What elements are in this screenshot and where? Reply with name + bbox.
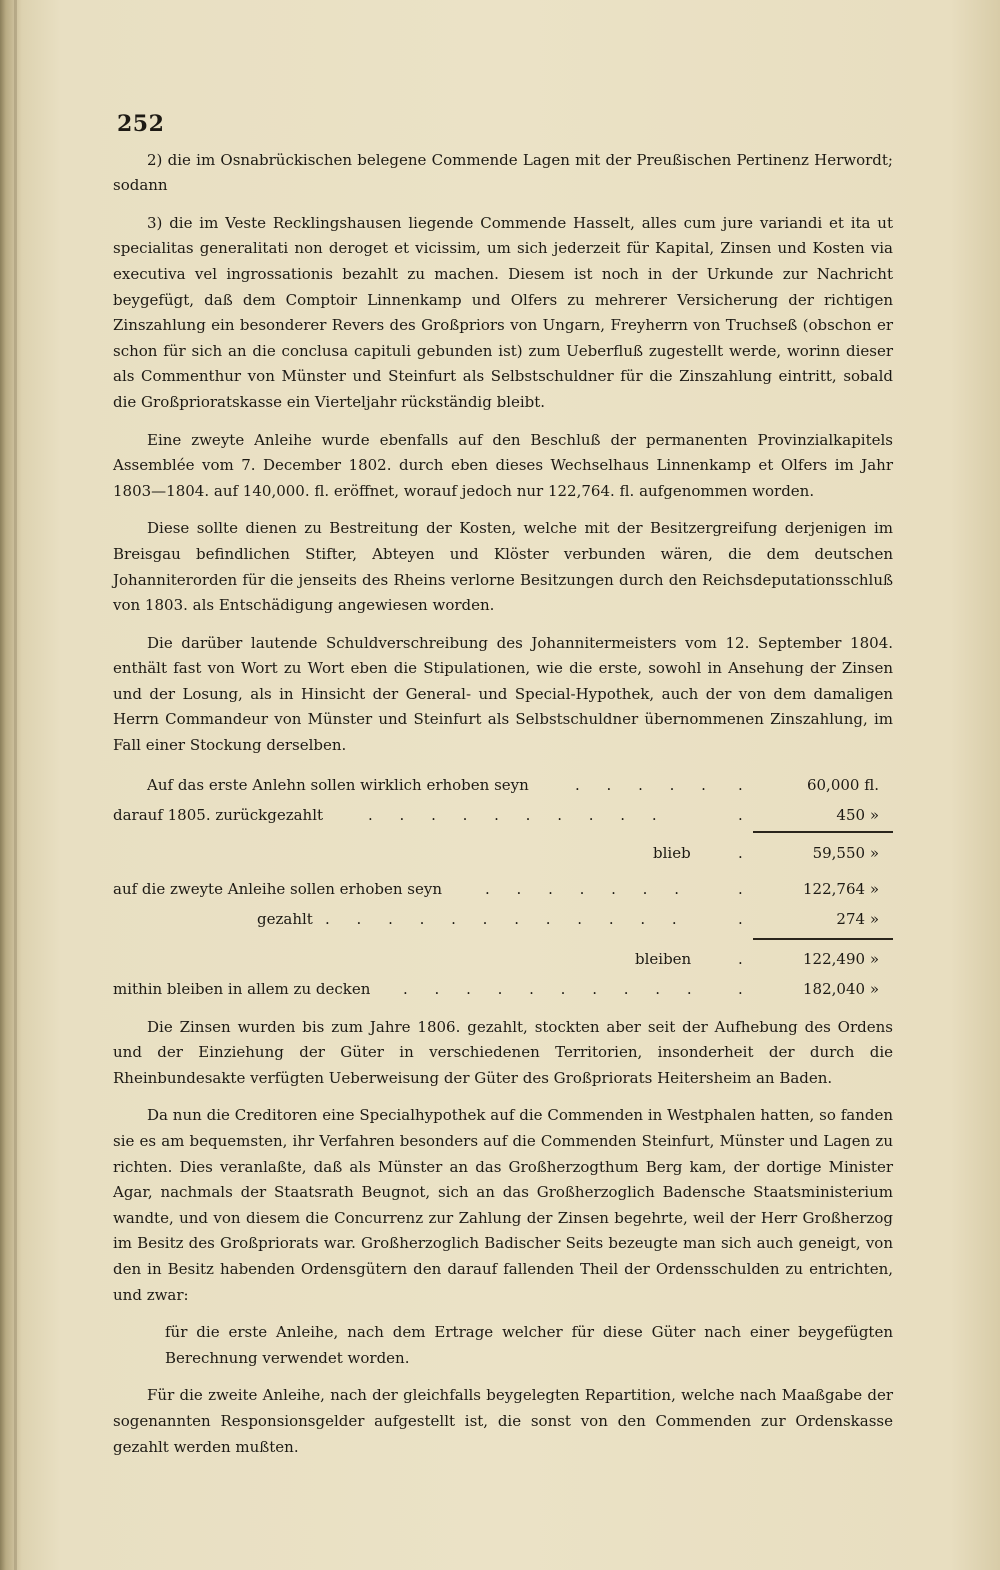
calc-value: 450 » [836, 805, 879, 824]
calc-row [113, 945, 893, 975]
calc-row [113, 801, 893, 831]
paragraph-interest: Die Zinsen wurden bis zum Jahre 1806. gezahlt, stockten aber seit der Aufhebung des Ordens und der Einziehung der Güter in verschiedenen Territorien, insonderheit der durch die Rheinbundesakte verfügten Ueberweisung der Güter des Großpriorats Heitersheim an Baden. [113, 1017, 893, 1087]
calc-value: 59,550 » [812, 843, 879, 862]
calc-separator: . [738, 805, 743, 824]
paragraph-bond: Die darüber lautende Schuldverschreibung des Johannitermeisters vom 12. September 1804. enthält fast von Wort zu Wort eben die Stipulationen, wie die erste, sowohl in Ansehung der Zinsen und der Losung, als in Hinsicht der General- und Special-Hypothek, auch der von dem damaligen Herrn Commandeur von Münster und Steinfurt als Selbstschuldner übernommenen Zinszahlung, im Fall einer Stockung derselben. [113, 633, 893, 755]
calc-value: 122,490 » [803, 949, 879, 968]
calc-value: 182,040 » [803, 979, 879, 998]
calc-value: 274 » [836, 909, 879, 928]
calc-row [113, 771, 893, 801]
page-text [113, 112, 893, 1472]
calc-label: gezahlt [257, 909, 313, 928]
calc-separator: . [738, 949, 743, 968]
calc-value: 60,000 fl. [806, 775, 879, 794]
paragraph-creditors: Da nun die Creditoren eine Specialhypothek auf die Commenden in Westphalen hatten, so fanden sie es am bequemsten, ihr Verfahren besonders auf die Commenden Steinfurt, Münster und Lagen zu richten. Dies veranlaßte, daß als Münster an das Großherzogthum Berg kam, der dortige Minister Agar, nachmals der Staatsrath Beugnot, sich an das Großherzoglich Badensche Staatsministerium wandte, und von diesem die Concurrenz zur Zahlung der Zinsen begehrte, weil der Herr Großherzog im Besitz des Großpriorats war. Großherzoglich Badischer Seits bezeugte man sich auch geneigt, von den in Besitz habenden Ordensgütern den darauf fallenden Theil der Ordensschulden zu entrichten, und zwar: [113, 1106, 893, 1304]
calc-row [113, 839, 893, 869]
calc-dots: . . . . . . . . . . [403, 979, 703, 998]
paragraph-final: Für die zweite Anleihe, nach der gleichfalls beygelegten Repartition, welche nach Maaßgabe der sogenannten Responsionsgelder aufgestellt ist, die sonst von den Commenden zur Ordenskasse gezahlt werden mußten. [113, 1386, 893, 1456]
sum-rule [753, 938, 893, 940]
paragraph-item-2: 2) die im Osnabrückischen belegene Commende Lagen mit der Preußischen Pertinenz Herwordt; sodann [113, 150, 893, 195]
paragraph-item-3: 3) die im Veste Recklingshausen liegende Commende Hasselt, alles cum jure variandi et ita ut specialitas generalitati non deroget et vicissim, um sich jederzeit für Kapital, Zinsen und Kosten via executiva vel ingrossationis bezahlt zu machen. Diesem ist noch in der Urkunde zur Nachricht beygefügt, daß dem Comptoir Linnenkamp und Olfers zu mehrerer Versicherung der richtigen Zinszahlung ein besonderer Revers des Großpriors von Ungarn, Freyherrn von Truchseß (obschon er schon für sich an die conclusa capituli gebunden ist) zum Ueberfluß zugestellt werde, worinn dieser als Commenthur von Münster und Steinfurt als Selbstschuldner für die Zinszahlung eintritt, sobald die Großprioratskasse ein Vierteljahr rückständig bleibt. [113, 213, 893, 411]
calc-separator: . [738, 775, 743, 794]
calc-dots: . . . . . . . . . . [368, 805, 668, 824]
calc-row [113, 905, 893, 935]
sum-rule [753, 831, 893, 833]
calculation-table [113, 771, 893, 1005]
calc-separator: . [738, 879, 743, 898]
calc-separator: . [738, 843, 743, 862]
calc-value: 122,764 » [803, 879, 879, 898]
calc-label: Auf das erste Anlehn sollen wirklich erhoben seyn [147, 775, 529, 794]
calc-separator: . [738, 909, 743, 928]
calc-label: blieb [653, 843, 691, 862]
calc-dots: . . . . . . . [485, 879, 690, 898]
calc-separator: . [738, 979, 743, 998]
quoted-clause: für die erste Anleihe, nach dem Ertrage welcher für diese Güter nach einer beygefügten Berechnung verwendet worden. [165, 1323, 893, 1367]
page-number: 252 [117, 111, 165, 137]
calc-row [113, 975, 893, 1005]
calc-dots: . . . . . [575, 775, 717, 794]
calc-label: darauf 1805. zurückgezahlt [113, 805, 324, 824]
paragraph-purpose: Diese sollte dienen zu Bestreitung der Kosten, welche mit der Besitzergreifung derjenigen im Breisgau befindlichen Stifter, Abteyen und Klöster verbunden wären, die dem deutschen Johanniterorden für die jenseits des Rheins verlorne Besitzungen durch den Reichsdeputationsschluß von 1803. als Entschädigung angewiesen worden. [113, 519, 893, 615]
calc-label: mithin bleiben in allem zu decken [113, 979, 371, 998]
calc-label: auf die zweyte Anleihe sollen erhoben seyn [113, 879, 442, 898]
calc-row [113, 875, 893, 905]
paragraph-second-loan: Eine zweyte Anleihe wurde ebenfalls auf den Beschluß der permanenten Provinzialkapitels Assemblée vom 7. December 1802. durch eben dieses Wechselhaus Linnenkamp et Olfers im Jahr 1803—1804. auf 140,000. fl. eröffnet, worauf jedoch nur 122,764. fl. aufgenommen worden. [113, 430, 893, 500]
calc-dots: . . . . . . . . . . . . [325, 909, 688, 928]
calc-label: bleiben [635, 949, 692, 968]
